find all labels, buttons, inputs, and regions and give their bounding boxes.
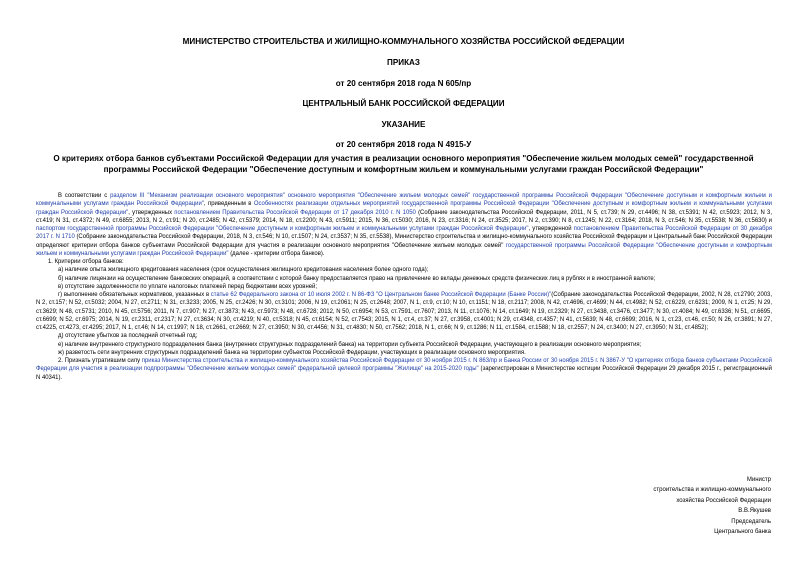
signature-minister: Министр xyxy=(746,477,771,483)
repeal-text-2: (зарегистрирован в Министерстве юстиции Российской Федерации 29 декабря 2015 г., регистрационный N 40341). xyxy=(36,366,772,381)
criteria-heading: 1. Критерии отбора банков: xyxy=(48,259,124,265)
document-body xyxy=(36,192,772,382)
instruction-date: от 20 сентября 2018 года N 4915-У xyxy=(335,140,472,149)
criterion-a: а) наличие опыта жилищного кредитования населения (срок осуществления жилищного кредитования населения более одного года); xyxy=(58,267,429,274)
resolution-1050-link[interactable]: постановлением Правительства Российской Федерации от 17 декабря 2010 г. N 1050 xyxy=(174,209,416,216)
criterion-g-text: г) выполнение обязательных нормативов, указанных в xyxy=(58,292,211,298)
signature-ministry-line-1: строительства и жилищно-коммунального xyxy=(653,487,771,494)
order-863-link[interactable]: приказ Министерства строительства и жилищно-коммунального хозяйства Российской Федерации от 30 ноября 2015 г. N 863/пр и Банка России от 30 ноября 2015 г. N 3867-У "О критериях отбора банков субъектами Российской Федерации для участия в реализации подпрограммы "Обеспечение жильем молодых семей" федеральной целевой программы "Жилище" на 2015-2020 годы" xyxy=(36,358,772,373)
criterion-v: в) отсутствие задолженности по уплате налоговых платежей перед бюджетами всех уровней; xyxy=(58,283,318,290)
intro-text-4: (Собрание законодательства Российской Федерации, 2011, N 5, ст.739; N 29, ст.4496; N 38, ст.5391; N 42, ст.5923; 2012, N 3, ст.419; N 31, ст.4372; N 49, ст.6855; 2013, N 2, ст.91; N 20, ст.2485; N 42, ст.5379; 2014, N 18, ст.2200; N 43, ст.5911; 2015, N 36, ст.5030; 2016, N 23, ст.3316; N 24, ст.3525; 2017, N 2, ст.390; N 8, ст.1245; N 22, ст.3164; 2018, N 3, ст.546; N 35, ст.5538; N 36, ст.5630) и xyxy=(36,209,772,224)
document-title: О критериях отбора банков субъектами Российской Федерации для участия в реализации основного мероприятия "Обеспечение жильем молодых семей" государственной программы Российской Федерации "Обеспечение доступным и комфортным жильем и коммунальными услугами граждан Российской Федерации" xyxy=(53,154,754,174)
criterion-d: д) отсутствие убытков за последний отчетный год; xyxy=(58,333,198,340)
intro-text-6: (Собрание законодательства Российской Федерации, 2018, N 3, ст.546; N 10, ст.1507; N 24, ст.3537; N 35, ст.5538), Министерство строительства и жилищно-коммунального хозяйства Российской Федерации и Центральный банк Российской Федерации определяют критерии отбора банков субъектами Российской Федерации для участия в реализации основного мероприятия "Обеспечение жильем молодых семей" xyxy=(36,234,772,249)
program-passport-link[interactable]: паспортом государственной программы Российской Федерации "Обеспечение доступным и комфортным жильем и коммунальными услугами граждан Российской Федерации" xyxy=(36,226,529,232)
intro-paragraph xyxy=(36,192,772,258)
criterion-e: е) наличие внутреннего структурного подразделения банка (внутренних структурных подразделений банка) на территории субъекта Российской Федерации, участвующего в реализации основного мероприятия; xyxy=(58,341,642,348)
intro-text-1: В соответствии с xyxy=(58,193,111,199)
criterion-zh: ж) разветость сети внутренних структурных подразделений банка на территории субъектов Российской Федерации, участвующих в реализации основного мероприятия. xyxy=(58,349,526,356)
intro-text-3: , утвержденных xyxy=(128,209,175,216)
ministry-heading: МИНИСТЕРСТВО СТРОИТЕЛЬСТВА И ЖИЛИЩНО-КОММУНАЛЬНОГО ХОЗЯЙСТВА РОССИЙСКОЙ ФЕДЕРАЦИИ xyxy=(182,37,625,46)
section-iii-link[interactable]: разделом III "Механизм реализации основного мероприятия" основного мероприятия "Обеспечение жильем молодых семей" государственной программы Российской Федерации "Обеспечение доступным и комфортным жильем и коммунальными услугами граждан Российской Федерации" xyxy=(36,193,772,208)
bank-heading: ЦЕНТРАЛЬНЫЙ БАНК РОССИЙСКОЙ ФЕДЕРАЦИИ xyxy=(302,99,505,108)
signature-central-bank: Центрального банка xyxy=(714,529,771,536)
repeal-paragraph xyxy=(36,357,772,382)
article-62-link[interactable]: статье 62 Федерального закона от 10 июля 2002 г. N 86-ФЗ "О Центральном банке Российской Федерации (Банке России)" xyxy=(210,292,552,298)
repeal-text-1: 2. Признать утратившим силу xyxy=(58,358,142,364)
order-heading: ПРИКАЗ xyxy=(387,58,420,67)
signature-block xyxy=(571,475,771,537)
criterion-g xyxy=(36,291,772,332)
intro-text-2: , приведенным в xyxy=(203,201,254,208)
order-date: от 20 сентября 2018 года N 605/пр xyxy=(335,79,472,88)
criterion-g-citation: (Собрание законодательства Российской Федерации, 2002, N 28, ст.2790; 2003, N 2, ст.157; N 52, ст.5032; 2004, N 27, ст.2711; N 31, ст.3233; 2005, N 25, ст.2426; N 30, ст.3101; 2006, N 19, ст.2061; N 25, ст.2648; 2007, N 1, ст.9, ст.10; N 10, ст.1151; N 18, ст.2117; 2008, N 42, ст.4696, ст.4699; N 44, ст.4982; N 52, ст.6229, ст.6231; 2009, N 1, ст.25; N 29, ст.3629; N 48, ст.5731; 2010, N 45, ст.5756; 2011, N 7, ст.907; N 27, ст.3873; N 43, ст.5973; N 48, ст.6728; 2012, N 50, ст.6954; N 53, ст.7591, ст.7607; 2013, N 11, ст.1076; N 14, ст.1649; N 19, ст.2329; N 27, ст.3438, ст.3476, ст.3477; N 30, ст.4084; N 49, ст.6336; N 51, ст.6695, ст.6699; N 52, ст.6975; 2014, N 19, ст.2311, ст.2317; N 27, ст.3634; N 30, ст.4219; N 40, ст.5318; N 45, ст.6154; N 52, ст.7543; 2015, N 1, ст.4, ст.37; N 27, ст.3958, ст.4001; N 29, ст.4348, ст.4357; N 41, ст.5639; N 48, ст.6699; 2016, N 1, ст.23, ст.46, ст.50; N 26, ст.3891; N 27, ст.4225, ст.4273, ст.4295; 2017, N 1, ст.46; N 14, ст.1997; N 18, ст.2661, ст.2669; N 27, ст.3950; N 30, ст.4456; N 31, ст.4830; N 50, ст.7562; 2018, N 1, ст.66; N 9, ст.1286; N 11, ст.1584, ст.1588; N 18, ст.2557; N 24, ст.3400; N 27, ст.3950; N 31, ст.4852); xyxy=(36,292,773,331)
resolution-1710-link[interactable]: постановлением Правительства Российской Федерации от 30 декабря 2017 г. N 1710 xyxy=(36,226,772,241)
signature-ministry-line-2: хозяйства Российской Федерации xyxy=(676,497,771,504)
state-program-link[interactable]: государственной программы Российской Федерации "Обеспечение доступным и комфортным жильем и коммунальными услугами граждан Российской Федерации" xyxy=(36,242,772,257)
intro-text-7: (далее - критерии отбора банков). xyxy=(228,250,325,257)
instruction-heading: УКАЗАНИЕ xyxy=(381,120,426,129)
intro-text-5: , утвержденной xyxy=(528,226,574,232)
criterion-b: б) наличие лицензии на осуществление банковских операций, в соответствии с которой банку предоставляется право на привлечение во вклады денежных средств физических лиц в рублях и в иностранной валюте; xyxy=(58,275,656,282)
signature-chairman: Председатель xyxy=(731,518,771,525)
features-link[interactable]: Особенностях реализации отдельных мероприятий государственной программы Российской Федерации "Обеспечение доступным и комфортным жильем и коммунальными услугами граждан Российской Федерации" xyxy=(36,201,772,216)
signature-minister-name: В.В.Якушев xyxy=(738,508,771,515)
